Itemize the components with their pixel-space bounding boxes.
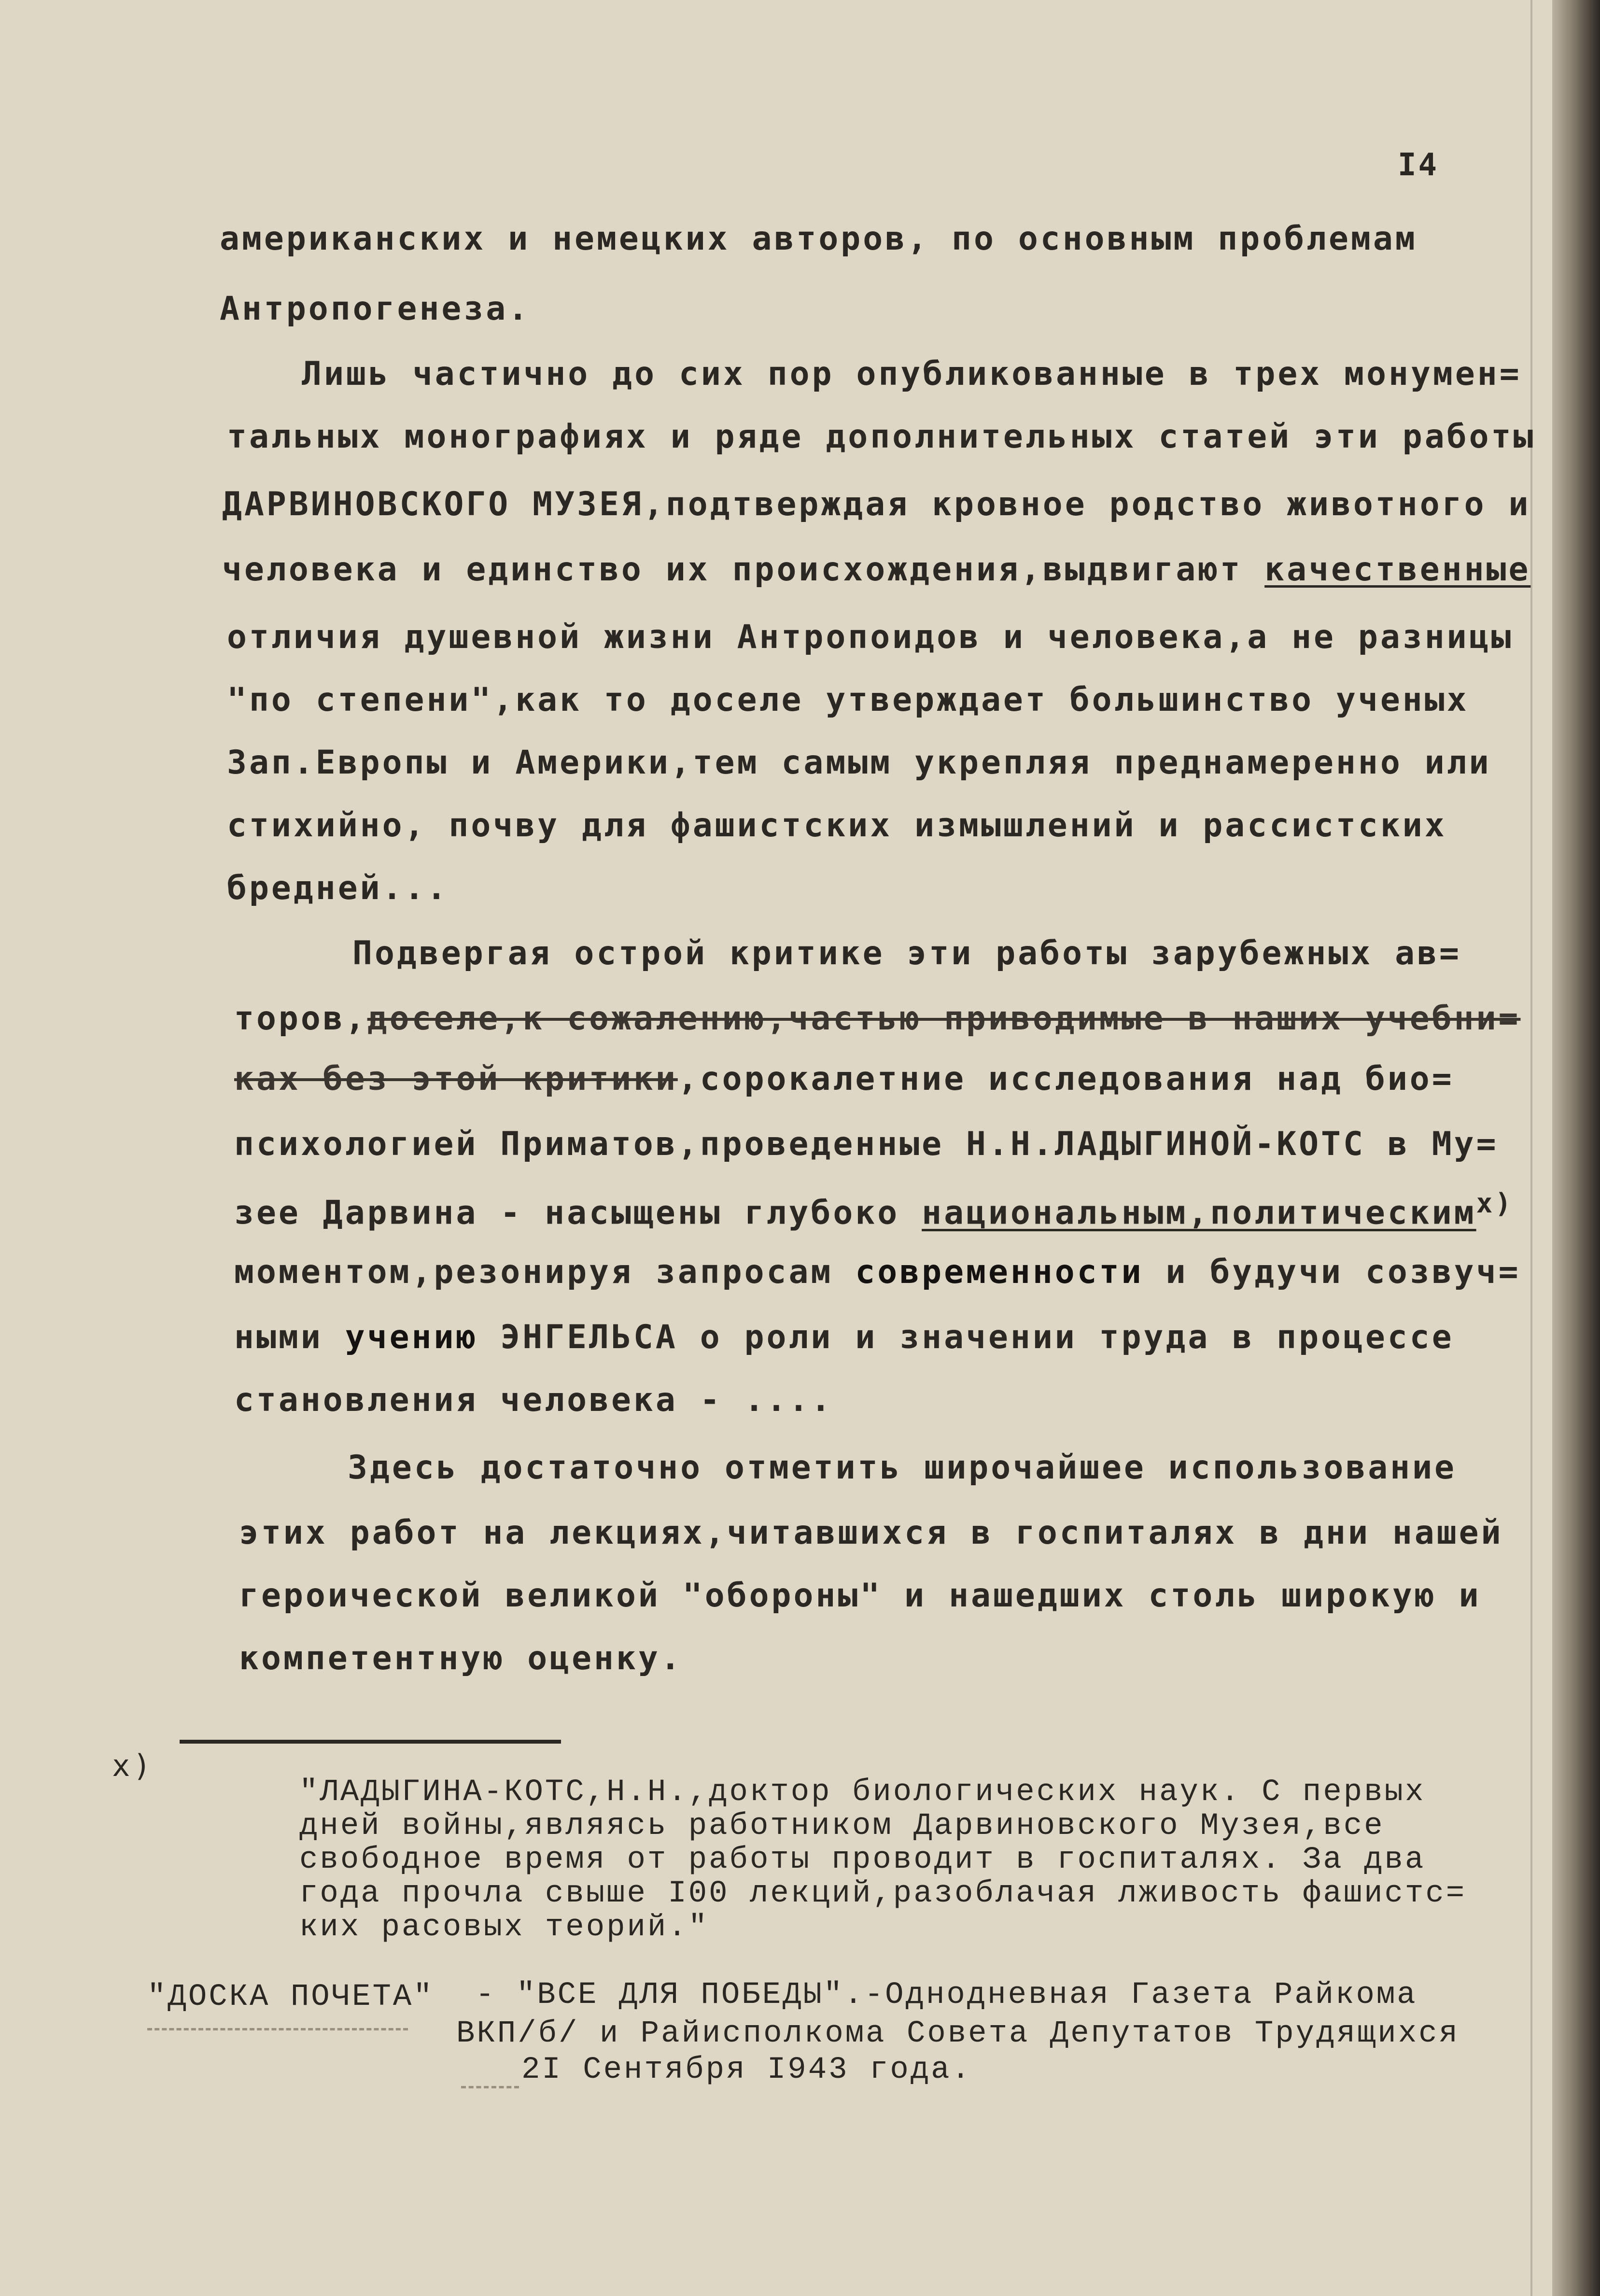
page-fold <box>1530 0 1532 2296</box>
body-line <box>227 418 1535 456</box>
source-line: - "ВСЕ ДЛЯ ПОБЕДЫ".-Однодневная Газета Райкома <box>476 1978 1418 2013</box>
footnote-line: "ЛАДЫГИНА-КОТС,Н.Н.,доктор биологических наук. С первых <box>299 1775 1426 1810</box>
overtyped-text: современности <box>855 1253 1144 1291</box>
line-text: Лишь частично до сих пор опубликованные в трех монумен= <box>302 355 1522 393</box>
body-line <box>234 1253 1521 1291</box>
body-line <box>222 485 1530 523</box>
body-line <box>352 934 1461 972</box>
line-text: ДАРВИНОВСКОГО МУЗЕЯ,подтверждая кровное родство животного и <box>222 485 1531 523</box>
body-line <box>239 1639 683 1677</box>
line-text: зее Дарвина - насыщены глубоко <box>234 1194 922 1232</box>
line-text: ,сорокалетние исследования над био= <box>677 1060 1454 1098</box>
line-text: человека и единство их происхождения,выдвигают <box>222 550 1265 589</box>
line-text: "по степени",как то доселе утверждает большинство ученых <box>227 681 1469 719</box>
line-text: Здесь достаточно отметить широчайшее использование <box>348 1449 1457 1487</box>
struck-text: доселе,к сожалению,частью приводимые в наших учебни= <box>367 1000 1521 1038</box>
body-line <box>227 806 1447 845</box>
line-text: стихийно, почву для фашистских измышлений и рассистских <box>227 806 1447 845</box>
body-line <box>220 290 530 328</box>
source-line: ВКП/б/ и Райисполкома Совета Депутатов Трудящихся <box>456 2016 1460 2051</box>
body-line <box>239 1514 1503 1552</box>
footnote-line: дней войны,являясь работником Дарвиновского Музея,все <box>299 1809 1385 1844</box>
line-text: Антропогенеза. <box>220 290 531 328</box>
footnote-reference: x) <box>1476 1188 1514 1219</box>
page-number: I4 <box>1398 147 1439 183</box>
body-line <box>220 220 1418 258</box>
line-text: компетентную оценку. <box>239 1639 683 1677</box>
struck-text: ках без этой критики <box>234 1060 678 1098</box>
line-text: моментом,резонируя запросам <box>234 1253 856 1291</box>
source-label: "ДОСКА ПОЧЕТА" <box>147 1980 434 2014</box>
footnote-rule <box>180 1740 561 1744</box>
line-text: торов, <box>234 1000 367 1038</box>
line-text: ЭНГЕЛЬСА о роли и значении труда в процессе <box>478 1318 1454 1356</box>
source-dashes <box>147 2028 408 2032</box>
footnote-line: ких расовых теорий." <box>299 1910 709 1945</box>
line-text: бредней... <box>227 869 449 907</box>
body-line <box>227 618 1514 656</box>
overtyped-text: учению <box>345 1318 478 1356</box>
footnote-marker: x) <box>112 1748 154 1783</box>
line-text: и будучи созвуч= <box>1143 1253 1521 1291</box>
underlined-text: национальным,политическим <box>922 1194 1476 1232</box>
body-line <box>227 681 1469 719</box>
body-line <box>234 1318 1454 1356</box>
line-text: героической великой "обороны" и нашедших столь широкую и <box>239 1577 1481 1615</box>
line-text: этих работ на лекциях,читавшихся в госпиталях в дни нашей <box>239 1514 1503 1552</box>
line-text: отличия душевной жизни Антропоидов и человека,а не разницы <box>227 618 1514 656</box>
line-text: тальных монографиях и ряде дополнительных статей эти работы <box>227 418 1536 456</box>
body-line <box>302 355 1522 393</box>
body-line <box>348 1449 1457 1487</box>
source-dashes-2 <box>461 2086 519 2090</box>
footnote-line: года прочла свыше I00 лекций,разоблачая лживость фашистс= <box>299 1876 1467 1911</box>
body-line <box>234 1381 833 1419</box>
line-text: становления человека - .... <box>234 1381 833 1419</box>
footnote-line: свободное время от работы проводит в госпиталях. За два <box>299 1843 1426 1877</box>
body-line <box>227 869 449 907</box>
source-line: 2I Сентября I943 года. <box>521 2053 972 2087</box>
underlined-text: качественные <box>1264 550 1531 589</box>
line-text: психологией Приматов,проведенные Н.Н.ЛАДЫГИНОЙ-КОТС в Му= <box>234 1125 1499 1163</box>
page-edge <box>1552 0 1600 2296</box>
line-text: Подвергая острой критике эти работы зарубежных ав= <box>352 934 1461 972</box>
body-line <box>234 1188 1514 1232</box>
body-line <box>222 550 1530 589</box>
body-line <box>234 1000 1521 1038</box>
body-line <box>239 1577 1481 1615</box>
line-text: американских и немецких авторов, по основным проблемам <box>220 220 1418 258</box>
line-text: Зап.Европы и Америки,тем самым укрепляя преднамеренно или <box>227 744 1491 782</box>
body-line <box>227 744 1491 782</box>
body-line <box>234 1125 1499 1163</box>
line-text: ными <box>234 1318 345 1356</box>
body-line <box>234 1060 1454 1098</box>
